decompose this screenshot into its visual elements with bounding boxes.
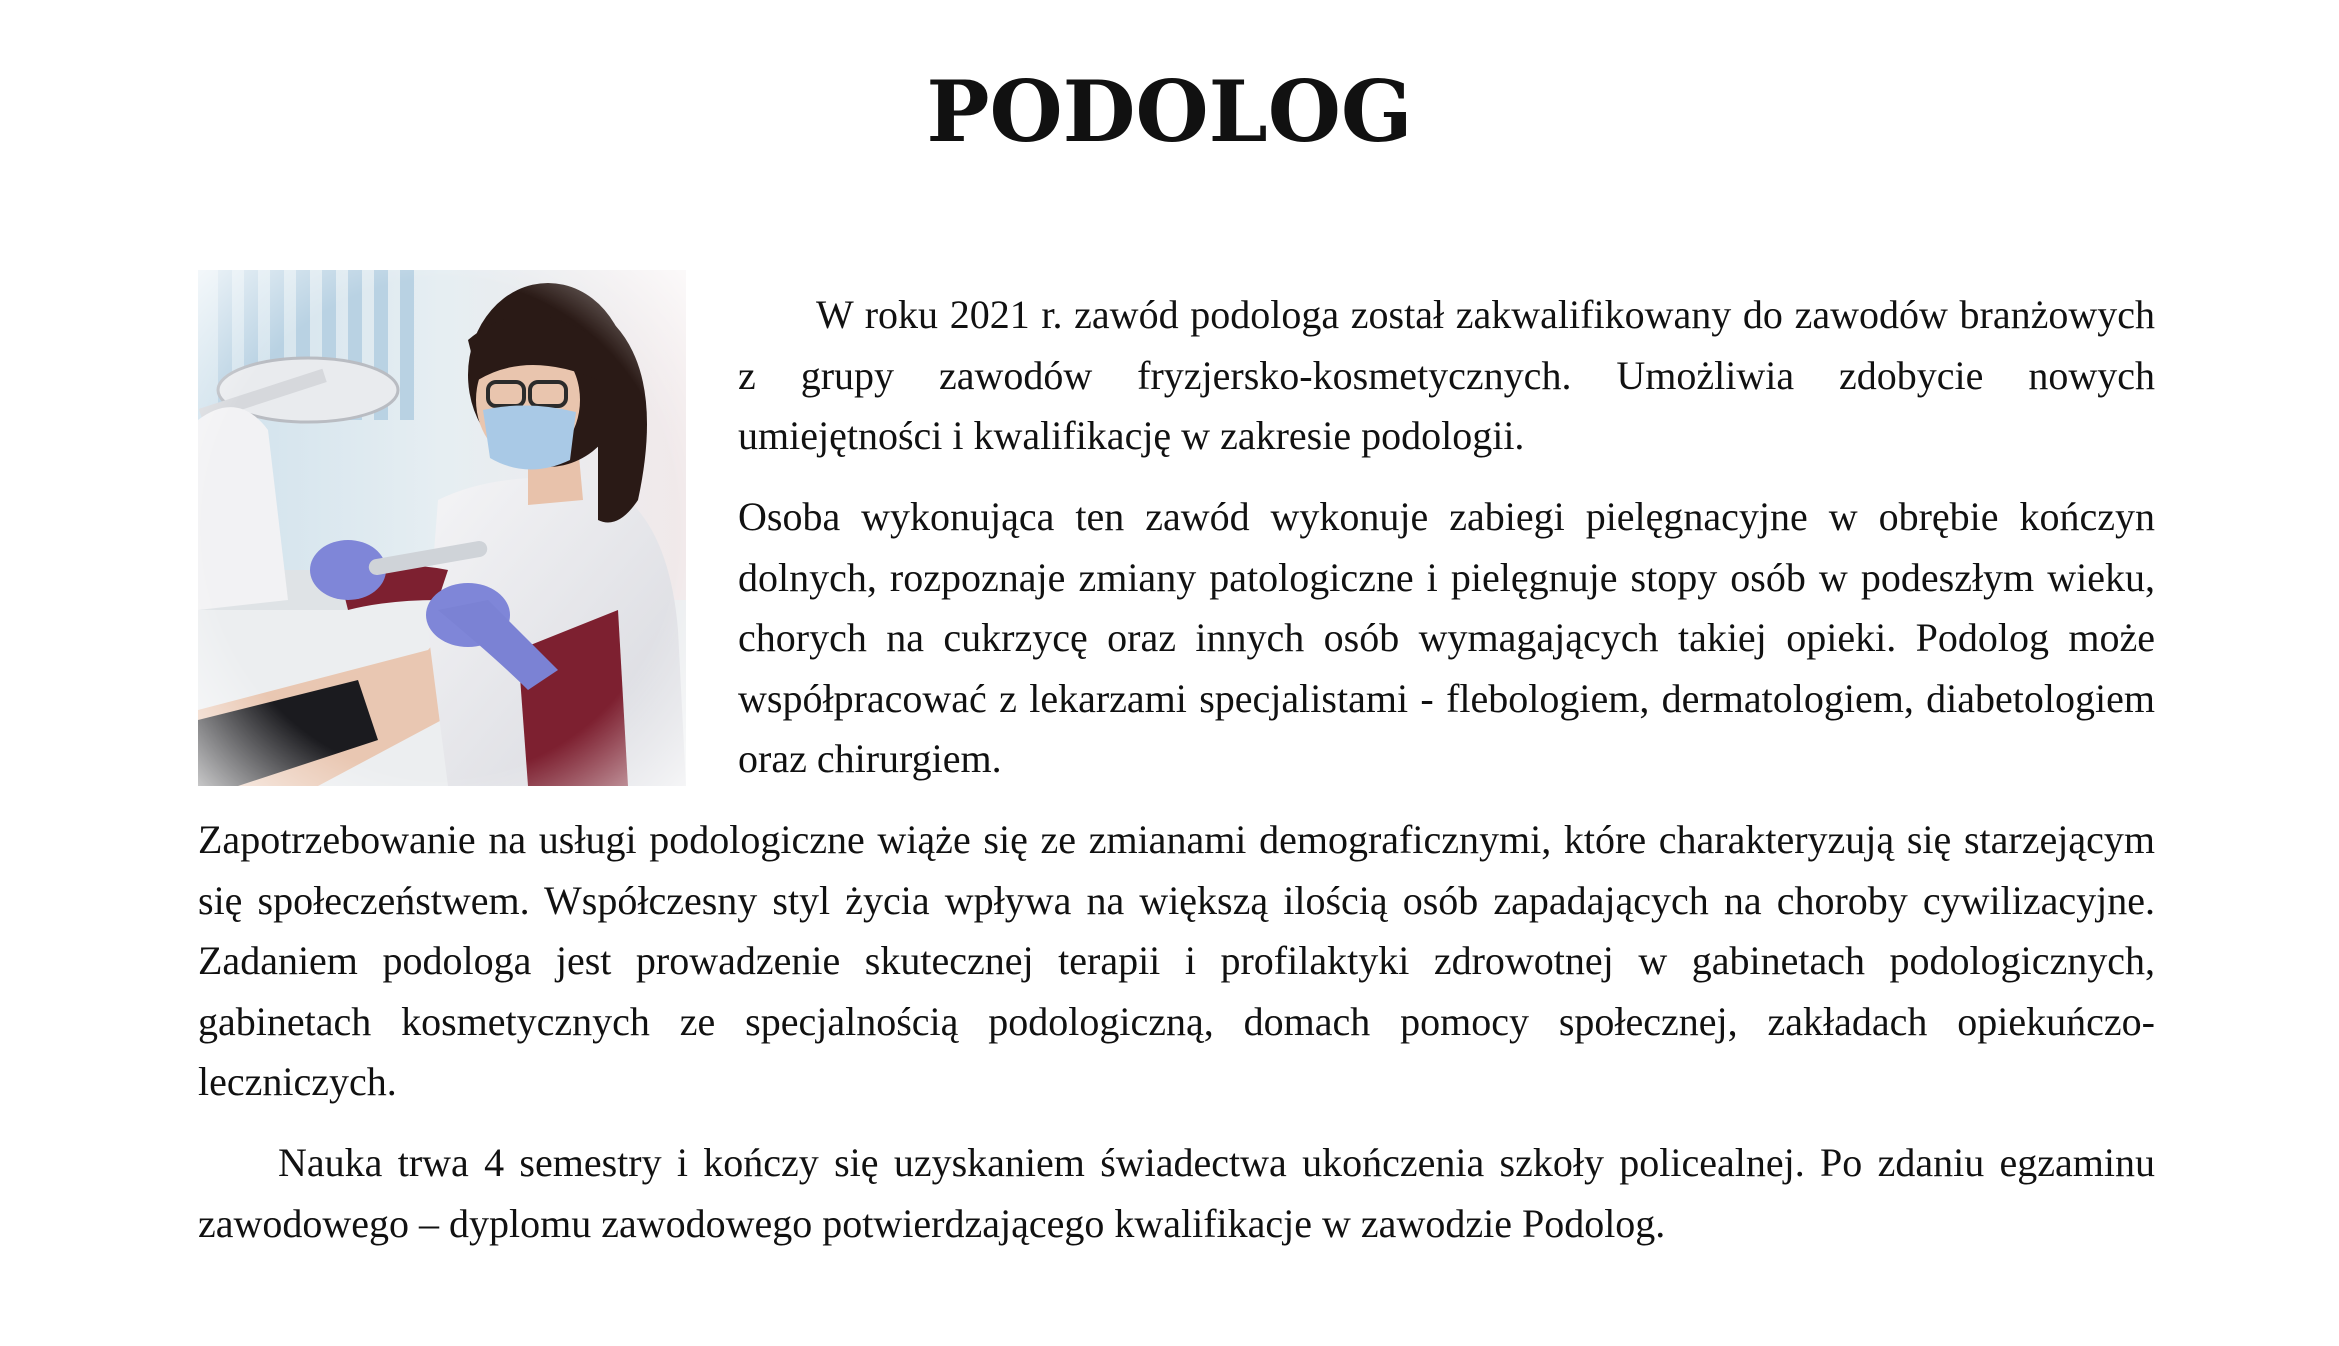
- paragraph-intro: W roku 2021 r. zawód podologa został zakwalifikowany do zawodów branżowych z grupy zawodów fryzjersko-kosmetycznych. Umożliwia zdobycie nowych umiejętności i kwalifikację w zakresie podologii.: [738, 292, 2155, 458]
- paragraph-duties: Osoba wykonująca ten zawód wykonuje zabiegi pielęgnacyjne w obrębie kończyn dolnych, rozpoznaje zmiany patologiczne i pielęgnuje stopy osób w podeszłym wieku, chorych na cukrzycę oraz innych osób wymagających takiej opieki. Podolog może współpracować z lekarzami specjalistami - flebologiem, dermatologiem, diabetologiem oraz chirurgiem.: [738, 494, 2155, 781]
- paragraph-demand: Zapotrzebowanie na usługi podologiczne wiąże się ze zmianami demograficznymi, które charakteryzują się starzejącym się społeczeństwem. Współczesny styl życia wpływa na większą ilością osób zapadających na choroby cywilizacyjne. Zadaniem podologa jest prowadzenie skutecznej terapii i profilaktyki zdrowotnej w gabinetach podologicznych, gabinetach kosmetycznych ze specjalnością podologiczną, domach pomocy społecznej, zakładach opiekuńczo-leczniczych.: [198, 817, 2155, 1104]
- paragraph-education: Nauka trwa 4 semestry i kończy się uzyskaniem świadectwa ukończenia szkoły policealnej. Po zdaniu egzaminu zawodowego – dyplomu zawodowego potwierdzającego kwalifikacje w zawodzie Podolog.: [198, 1140, 2155, 1246]
- page-title: PODOLOG: [926, 62, 1413, 161]
- podiatrist-photo: [198, 270, 686, 786]
